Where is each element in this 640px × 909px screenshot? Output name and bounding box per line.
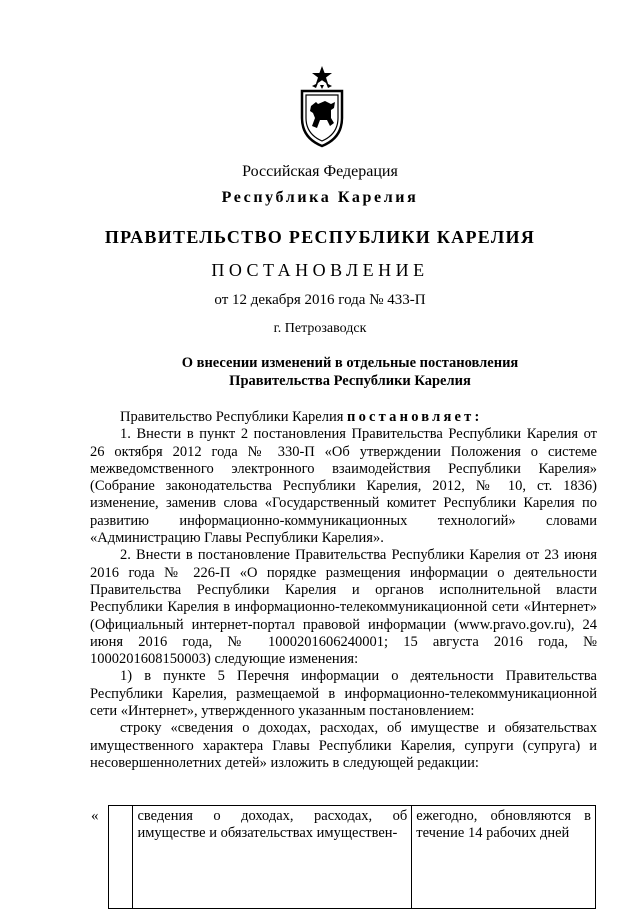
decree-city: г. Петрозаводск bbox=[273, 321, 367, 336]
subject-line-1: О внесении изменений в отдельные постановления bbox=[181, 355, 519, 371]
paragraph-2: 2. Внести в постановление Правительства Республики Карелия от 23 июня 2016 года № 226-П «О порядке размещения информации о деятельности Правительства Республики Карелия и органов исполнительной власти Республики Карелия в информационно-телекоммуникационной сети «Интернет» (Официальный интернет-портал правовой информации (www.pravo.gov.ru), 24 июня 2016 года, № 1000201606240001; 15 августа 2016 года, № 1000201608150003) следующие изменения: bbox=[90, 547, 597, 668]
row-term-cell: ежегодно, обновляются в течение 14 рабочих дней bbox=[412, 806, 596, 909]
karelia-coat-of-arms-icon bbox=[298, 66, 346, 148]
paragraph-1: 1. Внести в пункт 2 постановления Правительства Республики Карелия от 26 октября 2012 года № 330-П «Об утверждении Положения о системе межведомственного электронного взаимодействия Республики Карелия» (Собрание законодательства Республики Карелия, 2012, № 10, ст. 1836) изменение, заменив слова «Государственный комитет Республики Карелия по развитию информационно-коммуникационных технологий» словами «Администрацию Главы Республики Карелия». bbox=[90, 426, 597, 547]
decree-type: ПОСТАНОВЛЕНИЕ bbox=[211, 260, 429, 280]
decree-subject bbox=[120, 354, 580, 390]
amendment-table bbox=[108, 805, 596, 909]
paragraph-4: строку «сведения о доходах, расходах, об имуществе и обязательствах имущественного характера Главы Республики Карелия, супруги (супруга) и несовершеннолетних детей» изложить в следующей редакции: bbox=[90, 720, 597, 771]
intro-text: Правительство Республики Карелия bbox=[120, 409, 348, 425]
intro-paragraph bbox=[90, 409, 597, 426]
subject-line-2: Правительства Республики Карелия bbox=[229, 373, 471, 389]
decree-body bbox=[90, 409, 597, 772]
paragraph-3: 1) в пункте 5 Перечня информации о деятельности Правительства Республики Карелия, размещаемой в информационно-телекоммуникационной сети «Интернет», утвержденного указанным постановлением: bbox=[90, 668, 597, 720]
federation-title: Российская Федерация bbox=[242, 163, 398, 180]
table-row bbox=[109, 806, 596, 909]
intro-resolves: постановляет: bbox=[347, 409, 483, 425]
row-description-cell: сведения о доходах, расходах, об имуществе и обязательствах имуществен- bbox=[133, 806, 412, 909]
opening-quote: « bbox=[91, 808, 99, 824]
decree-date-number: от 12 декабря 2016 года № 433-П bbox=[214, 292, 426, 308]
row-number-cell bbox=[109, 806, 133, 909]
republic-title: Республика Карелия bbox=[221, 189, 419, 206]
government-title: ПРАВИТЕЛЬСТВО РЕСПУБЛИКИ КАРЕЛИЯ bbox=[104, 227, 536, 247]
